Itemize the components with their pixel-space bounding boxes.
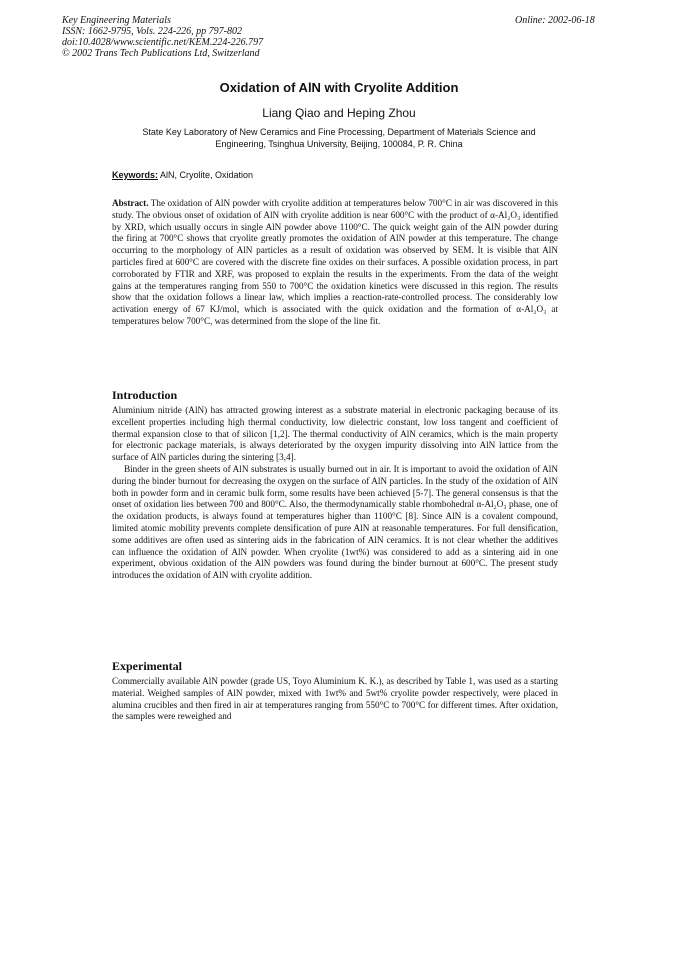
- paper-title: Oxidation of AlN with Cryolite Addition: [219, 80, 459, 95]
- intro-section: [112, 405, 558, 582]
- abstract-label: Abstract.: [112, 198, 149, 208]
- online-date: Online: 2002-06-18: [515, 15, 595, 26]
- abstract-text: The oxidation of AlN powder with cryolite addition at temperatures below 700°C in air was discovered in this study. The obvious onset of oxidation of AlN with cryolite addition is near 600°C with the product of α-Al₂O₃ identified by XRD, which usually occurs in single AlN powder above 1100°C. The quick weight gain of the AlN powder during the firing at 700°C shows that cryolite greatly promotes the oxidation of AlN powder at this temperature. The change occurring to the morphology of AlN particles as a result of oxidation was observed by SEM. It is visible that AlN particles fired at 600°C are covered with the discrete fine oxides on their surfaces. A possible oxidation process, in part corroborated by FTIR and XRF, was proposed to explain the results in the experiments. From the data of the weight gains at the temperatures ranging from 550 to 700°C the oxidation kinetics were discussed in this region. The results show that the oxidation follows a linear law, which implies a reaction-rate-controlled process. The considerably low activation energy of 67 KJ/mol, which is associated with the quick oxidation and the formation of α-Al₂O₃ at temperatures below 700°C, was determined from the slope of the line fit.: [112, 198, 558, 326]
- journal-header: [62, 15, 263, 59]
- abstract: [112, 198, 558, 328]
- doi-line[interactable]: doi:10.4028/www.scientific.net/KEM.224-226.797: [62, 37, 264, 48]
- experimental-heading: Experimental: [112, 659, 182, 673]
- keywords: [112, 170, 253, 180]
- paper-authors: Liang Qiao and Heping Zhou: [262, 106, 416, 120]
- copyright-line: © 2002 Trans Tech Publications Ltd, Switzerland: [62, 48, 260, 59]
- affiliation-line-1: State Key Laboratory of New Ceramics and Fine Processing, Department of Materials Science and: [142, 127, 536, 137]
- affiliation-line-2: Engineering, Tsinghua University, Beijing, 100084, P. R. China: [215, 139, 463, 149]
- issn-line: ISSN: 1662-9795, Vols. 224-226, pp 797-802: [62, 26, 242, 37]
- intro-paragraph-2: Binder in the green sheets of AlN substrates is usually burned out in air. It is important to avoid the oxidation of AlN during the binder burnout for decreasing the oxygen on the surface of AlN particles. In the study of the oxidation of AlN both in powder form and in ceramic bulk form, some results have been achieved [5-7]. The general consensus is that the onset of oxidation lies between 700 and 800°C. Also, the thermodynamically stable rhombohedral α-Al₂O₃ phase, one of the oxidation products, is always found at temperatures higher than 1100°C [8]. Since AlN is a covalent compound, limited atomic mobility prevents complete densification of pure AlN at reasonable temperatures. For full densification, some additives are often used as sintering aids in the fabrication of AlN ceramics. It is not clear whether the additives can influence the oxidation of AlN powder. When cryolite (1wt%) was considered to add as a sintering aid in one experiment, obvious oxidation of the AlN powders was found during the binder burnout at 600°C. The present study introduces the oxidation of AlN with cryolite addition.: [112, 463, 558, 581]
- intro-paragraph-1: Aluminium nitride (AlN) has attracted growing interest as a substrate material in electronic packaging because of its excellent properties including high thermal conductivity, low dielectric constant, low loss tangent and coefficient of thermal expansion close to that of silicon [1,2]. The thermal conductivity of AlN ceramics, which is the main property for electronic package materials, is always deteriorated by the oxygen impurity dissolving into AlN lattice from the surface of AlN particles during the sintering [3,4].: [112, 405, 558, 463]
- experimental-section: [112, 676, 558, 723]
- experimental-paragraph-1: Commercially available AlN powder (grade US, Toyo Aluminium K. K.), as described by Table 1, was used as a starting material. Weighed samples of AlN powder, mixed with 1wt% and 5wt% cryolite powder respectively, were placed in alumina crucibles and then fired in air at temperatures ranging from 550°C to 700°C for different times. After oxidation, the samples were reweighed and: [112, 676, 558, 722]
- keywords-list: AlN, Cryolite, Oxidation: [160, 170, 254, 180]
- affiliation: [100, 126, 578, 150]
- journal-name: Key Engineering Materials: [62, 15, 171, 26]
- intro-heading: Introduction: [112, 388, 178, 402]
- keywords-label: Keywords:: [112, 170, 159, 180]
